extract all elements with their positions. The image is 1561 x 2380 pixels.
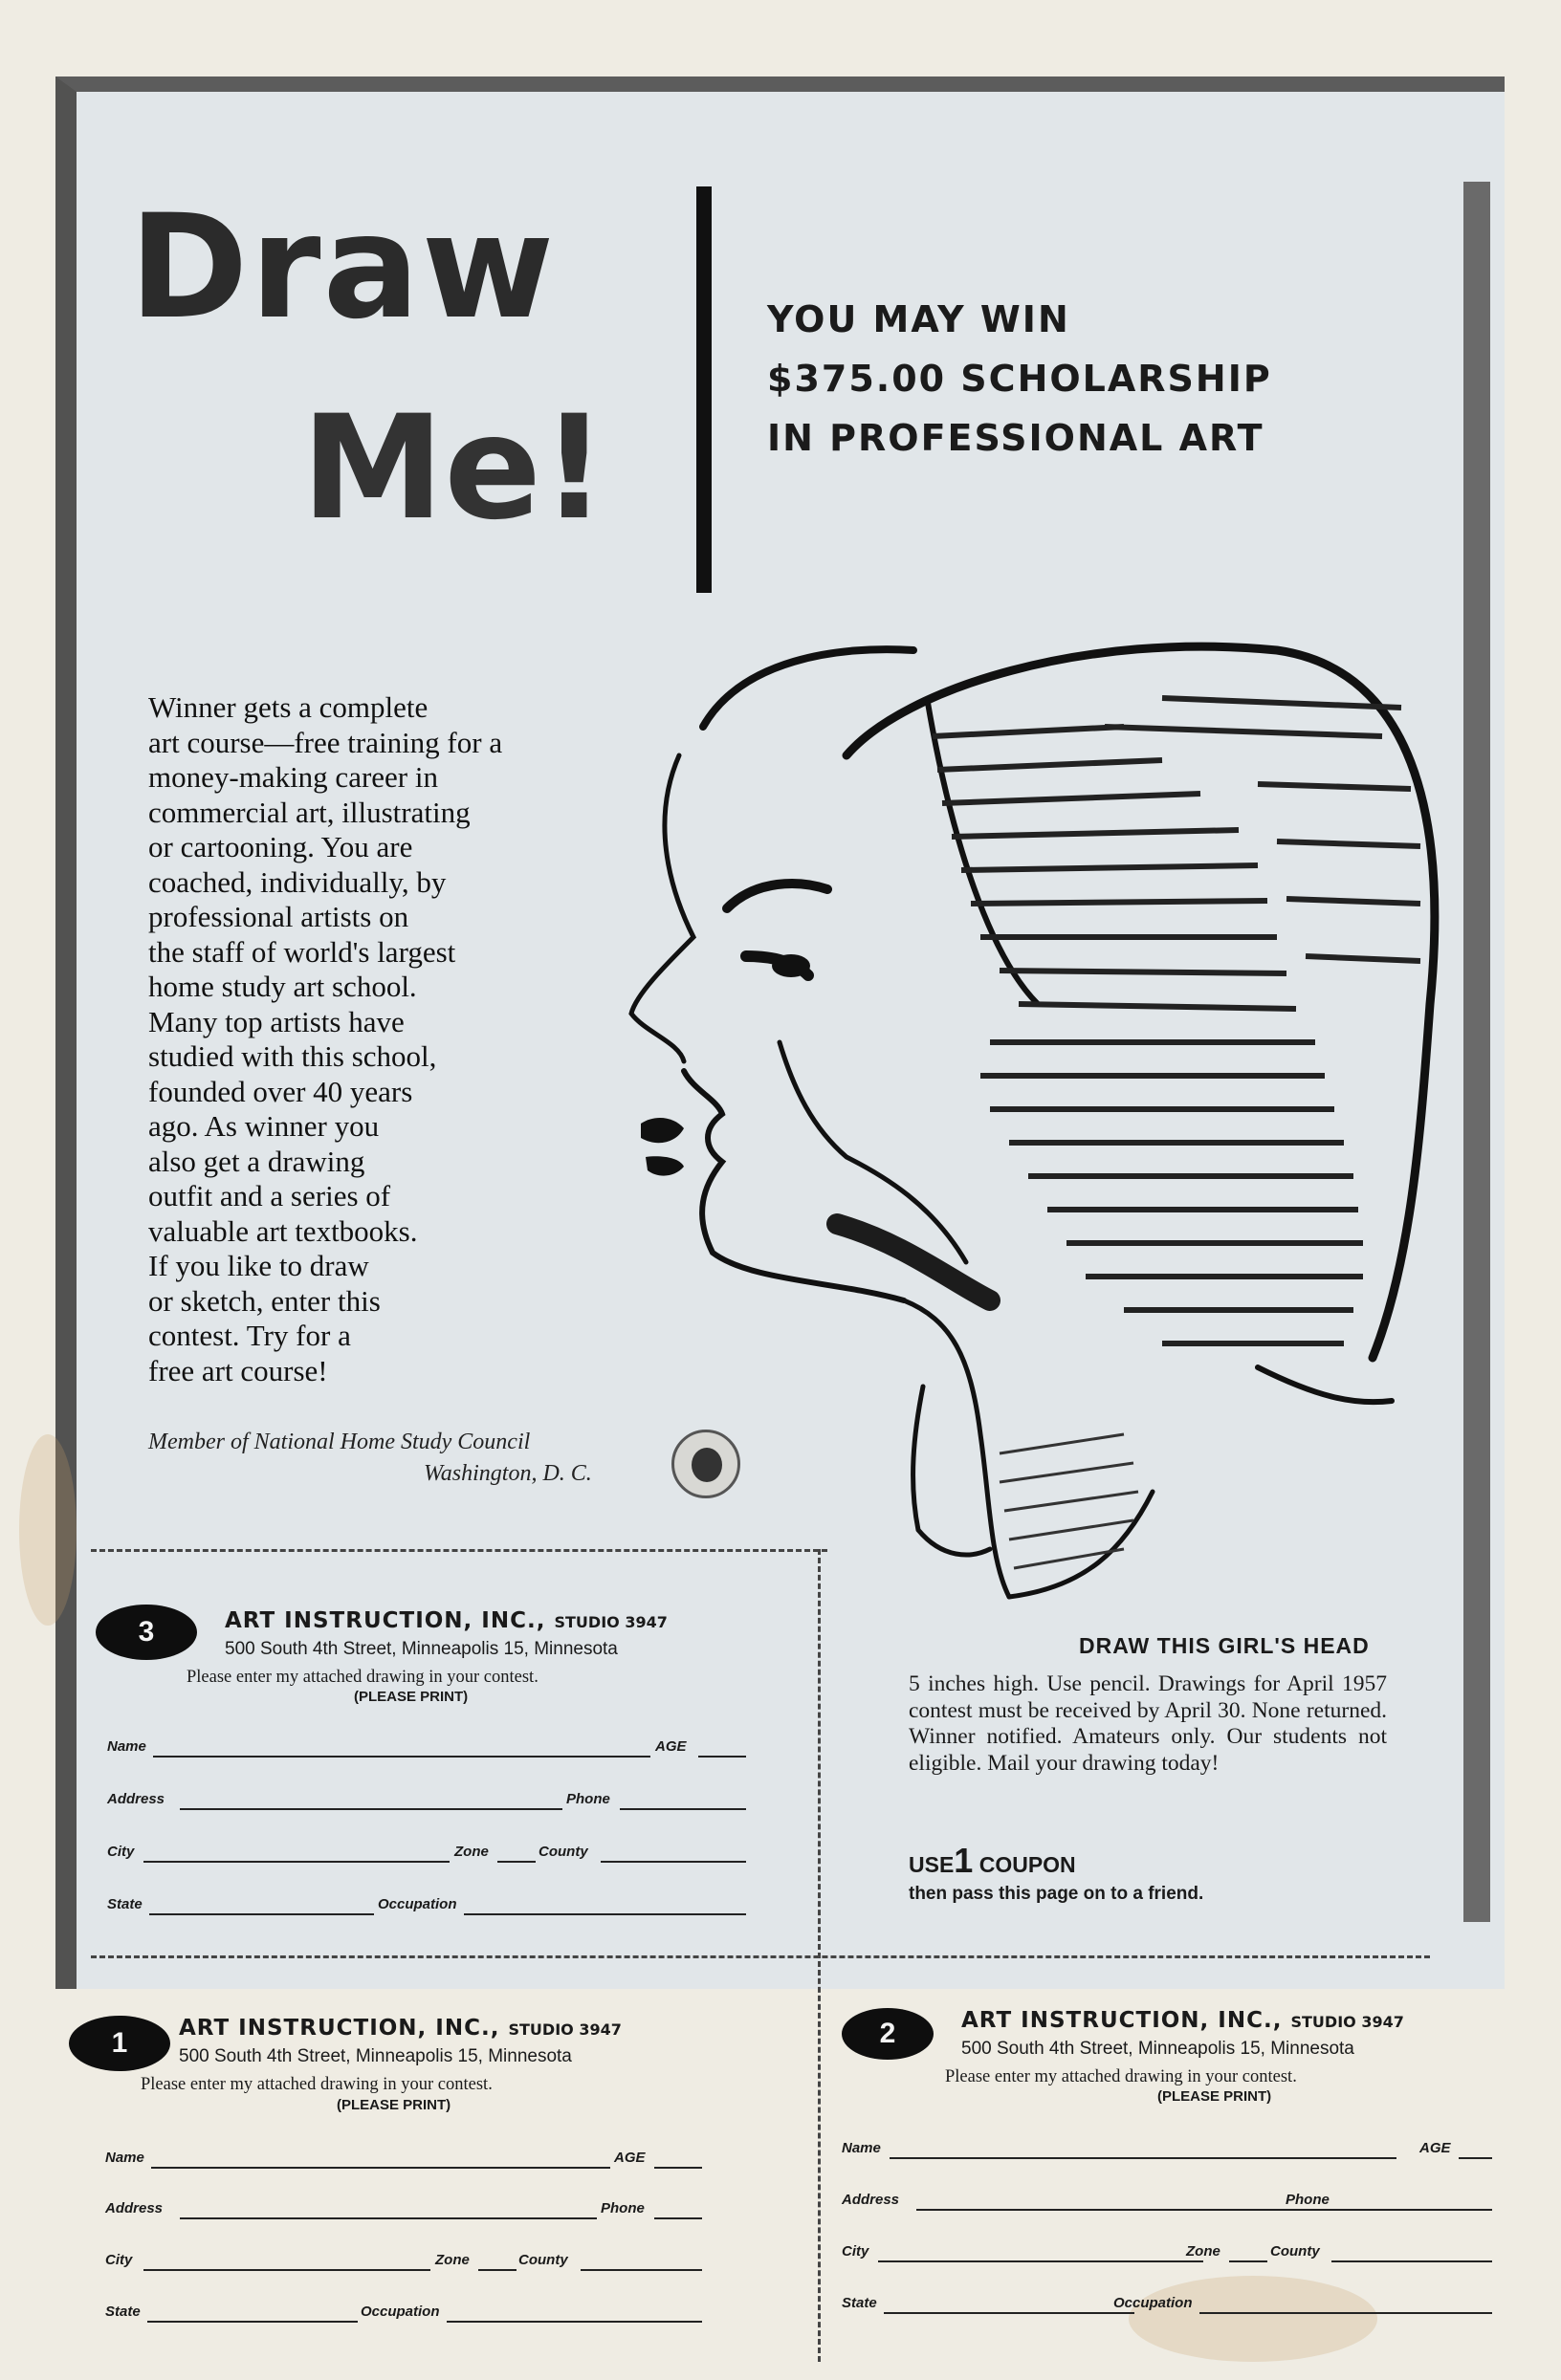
zone-field[interactable] bbox=[478, 2269, 517, 2271]
use-coupon-word: COUPON bbox=[978, 1852, 1076, 1877]
coupon-address: 500 South 4th Street, Minneapolis 15, Minnesota bbox=[961, 2039, 1354, 2059]
address-label: Address bbox=[105, 2200, 164, 2216]
caption-text: 5 inches high. Use pencil. Drawings for April 1957 contest must be received by April 30. None returned. Winner notified. Amateurs only. Our students not eligible. Mail your drawing today! bbox=[909, 1671, 1387, 1776]
city-field[interactable] bbox=[143, 2269, 430, 2271]
girl-head-illustration bbox=[588, 593, 1449, 1635]
coupon-please: Please enter my attached drawing in your contest. bbox=[141, 2075, 493, 2094]
company-name: ART INSTRUCTION, INC., bbox=[179, 2016, 500, 2041]
coupon-company bbox=[225, 1608, 668, 1633]
county-field[interactable] bbox=[601, 1861, 746, 1863]
name-field[interactable] bbox=[153, 1756, 650, 1758]
company-name: ART INSTRUCTION, INC., bbox=[225, 1608, 546, 1633]
county-label: County bbox=[539, 1844, 588, 1860]
caption-heading: DRAW THIS GIRL'S HEAD bbox=[1079, 1633, 1370, 1658]
contest-description: Winner gets a complete art course—free training for a money-making career in commercial art, illustrating or cartooning. You are coached, individually, by professional artists on the staff of world's largest home study art school. Many top artists have studied with this school, founded over 40 years ago. As winner you also get a drawing outfit and a series of valuable art textbooks. If you like to draw or sketch, enter this contest. Try for a free art course! bbox=[148, 690, 503, 1387]
address-field[interactable] bbox=[916, 2209, 1356, 2211]
coupon-please: Please enter my attached drawing in your contest. bbox=[945, 2067, 1297, 2086]
state-label: State bbox=[842, 2295, 877, 2311]
state-field[interactable] bbox=[147, 2321, 358, 2323]
phone-field[interactable] bbox=[1339, 2209, 1492, 2211]
name-label: Name bbox=[842, 2140, 881, 2156]
paper-stain bbox=[19, 1434, 77, 1626]
cut-line-middle bbox=[91, 1955, 1430, 1958]
studio-number: STUDIO 3947 bbox=[554, 1613, 668, 1631]
name-field[interactable] bbox=[890, 2157, 1396, 2159]
age-field[interactable] bbox=[698, 1756, 746, 1758]
city-field[interactable] bbox=[878, 2260, 1203, 2262]
use-word: USE bbox=[909, 1852, 955, 1877]
address-label: Address bbox=[842, 2192, 900, 2208]
occupation-label: Occupation bbox=[378, 1896, 457, 1912]
coupon-number-badge: 2 bbox=[842, 2008, 934, 2060]
name-label: Name bbox=[105, 2150, 144, 2166]
coupon-please: Please enter my attached drawing in your contest. bbox=[187, 1668, 539, 1687]
headline-draw: Draw bbox=[129, 185, 557, 351]
occupation-field[interactable] bbox=[464, 1913, 746, 1915]
frame-right-edge bbox=[1463, 182, 1490, 1922]
phone-label: Phone bbox=[601, 2200, 645, 2216]
state-label: State bbox=[105, 2304, 141, 2320]
city-label: City bbox=[105, 2252, 133, 2268]
zone-field[interactable] bbox=[497, 1861, 536, 1863]
phone-label: Phone bbox=[566, 1791, 610, 1807]
coupon-address: 500 South 4th Street, Minneapolis 15, Minnesota bbox=[179, 2046, 572, 2066]
studio-number: STUDIO 3947 bbox=[508, 2020, 622, 2039]
zone-field[interactable] bbox=[1229, 2260, 1267, 2262]
city-label: City bbox=[842, 2243, 869, 2260]
headline-divider bbox=[696, 186, 712, 593]
coupon-print: (PLEASE PRINT) bbox=[1157, 2088, 1272, 2105]
coupon-3[interactable] bbox=[96, 1605, 765, 1949]
age-label: AGE bbox=[1419, 2140, 1451, 2156]
prize-line-2: $375.00 SCHOLARSHIP bbox=[767, 358, 1272, 400]
member-line-1: Member of National Home Study Council bbox=[148, 1430, 531, 1454]
headline-me: Me! bbox=[301, 385, 607, 552]
address-field[interactable] bbox=[180, 1808, 562, 1810]
age-label: AGE bbox=[614, 2150, 646, 2166]
phone-field[interactable] bbox=[654, 2217, 702, 2219]
studio-number: STUDIO 3947 bbox=[1290, 2013, 1404, 2031]
county-label: County bbox=[1270, 2243, 1320, 2260]
member-line-2: Washington, D. C. bbox=[424, 1461, 592, 1486]
coupon-1[interactable] bbox=[69, 2016, 738, 2360]
coupon-print: (PLEASE PRINT) bbox=[354, 1689, 469, 1705]
name-label: Name bbox=[107, 1738, 146, 1755]
prize-line-3: IN PROFESSIONAL ART bbox=[767, 417, 1264, 459]
name-field[interactable] bbox=[151, 2167, 610, 2169]
coupon-print: (PLEASE PRINT) bbox=[337, 2097, 451, 2113]
coupon-company bbox=[961, 2008, 1404, 2033]
city-label: City bbox=[107, 1844, 135, 1860]
prize-line-1: YOU MAY WIN bbox=[767, 298, 1070, 340]
company-name: ART INSTRUCTION, INC., bbox=[961, 2008, 1283, 2033]
zone-label: Zone bbox=[1186, 2243, 1220, 2260]
occupation-label: Occupation bbox=[361, 2304, 440, 2320]
state-label: State bbox=[107, 1896, 143, 1912]
city-field[interactable] bbox=[143, 1861, 450, 1863]
cut-line-top bbox=[91, 1549, 827, 1552]
pass-page-note: then pass this page on to a friend. bbox=[909, 1884, 1204, 1904]
phone-label: Phone bbox=[1286, 2192, 1330, 2208]
zone-label: Zone bbox=[454, 1844, 489, 1860]
use-number: 1 bbox=[954, 1841, 974, 1880]
coupon-company bbox=[179, 2016, 622, 2041]
zone-label: Zone bbox=[435, 2252, 470, 2268]
coupon-address: 500 South 4th Street, Minneapolis 15, Minnesota bbox=[225, 1639, 618, 1659]
occupation-field[interactable] bbox=[447, 2321, 702, 2323]
coupon-number-badge: 3 bbox=[96, 1605, 197, 1660]
state-field[interactable] bbox=[884, 2312, 1134, 2314]
county-field[interactable] bbox=[581, 2269, 702, 2271]
age-field[interactable] bbox=[654, 2167, 702, 2169]
state-field[interactable] bbox=[149, 1913, 374, 1915]
address-field[interactable] bbox=[180, 2217, 597, 2219]
use-coupon-note bbox=[909, 1841, 1076, 1881]
coupon-2[interactable] bbox=[842, 2008, 1511, 2352]
age-field[interactable] bbox=[1459, 2157, 1492, 2159]
phone-field[interactable] bbox=[620, 1808, 746, 1810]
occupation-label: Occupation bbox=[1113, 2295, 1193, 2311]
county-label: County bbox=[518, 2252, 568, 2268]
county-field[interactable] bbox=[1331, 2260, 1492, 2262]
coupon-number-badge: 1 bbox=[69, 2016, 170, 2071]
occupation-field[interactable] bbox=[1199, 2312, 1492, 2314]
address-label: Address bbox=[107, 1791, 165, 1807]
age-label: AGE bbox=[655, 1738, 687, 1755]
